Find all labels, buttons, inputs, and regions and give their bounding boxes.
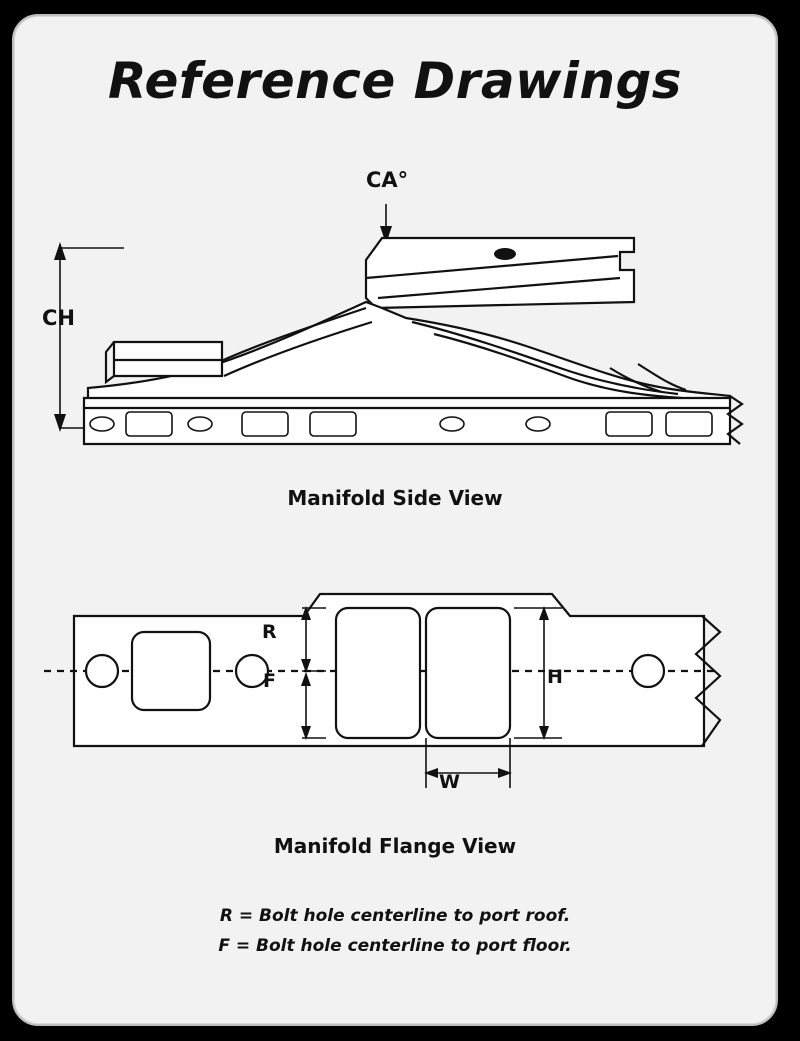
reference-drawings-card xyxy=(12,14,778,1026)
caption-side-view: Manifold Side View xyxy=(287,486,503,510)
label-port-width: W xyxy=(439,771,460,793)
note-floor-definition: F = Bolt hole centerline to port floor. xyxy=(218,936,572,956)
label-carb-angle: CA° xyxy=(366,168,409,192)
label-roof: R xyxy=(262,621,277,643)
label-carb-height: CH xyxy=(42,306,75,330)
note-roof-definition: R = Bolt hole centerline to port roof. xyxy=(219,906,571,926)
label-floor: F xyxy=(263,670,276,692)
flange-view-drawing xyxy=(14,16,776,1024)
caption-flange-view: Manifold Flange View xyxy=(273,834,517,858)
page-title: Reference Drawings xyxy=(107,52,683,110)
label-port-height: H xyxy=(547,666,563,688)
